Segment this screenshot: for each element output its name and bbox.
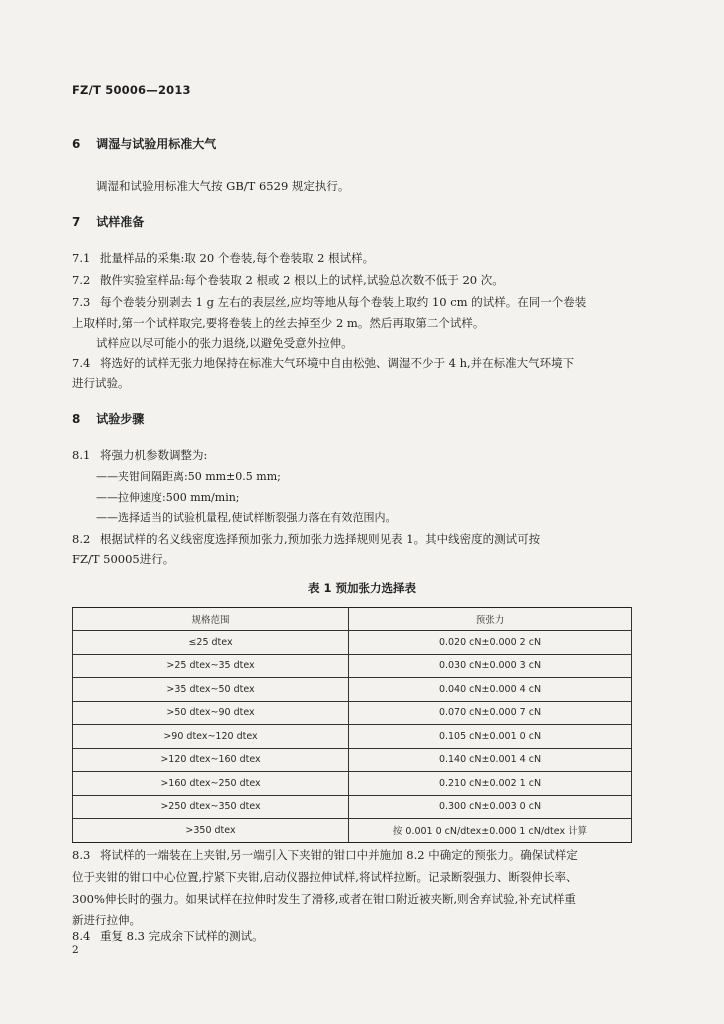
table-row xyxy=(73,631,632,655)
clause-number: 8.4 xyxy=(72,929,91,943)
clause-7-3-continued: 上取样时,第一个试样取完,要将卷装上的丝去掉至少 2 m。然后再取第二个试样。 xyxy=(72,316,485,330)
clause-8-3 xyxy=(72,844,578,866)
clause-text-line1: 根据试样的名义线密度选择预加张力,预加张力选择规则见表 1。其中线密度的测试可按 xyxy=(100,532,541,546)
section-6-heading xyxy=(72,135,216,152)
dash-item-clamp-distance: ——夹钳间隔距离:50 mm±0.5 mm; xyxy=(96,470,281,483)
clause-text: 散件实验室样品:每个卷装取 2 根或 2 根以上的试样,试验总次数不低于 20 次。 xyxy=(100,273,504,287)
section-title: 试样准备 xyxy=(96,215,145,229)
clause-text: 重复 8.3 完成余下试样的测试。 xyxy=(100,929,264,943)
clause-number: 7.4 xyxy=(72,356,91,370)
cell-pretension: 0.210 cN±0.002 1 cN xyxy=(349,772,632,796)
clause-number: 7.1 xyxy=(72,251,91,265)
cell-spec-range: >120 dtex~160 dtex xyxy=(73,748,349,772)
clause-number: 8.3 xyxy=(72,848,91,862)
cell-pretension: 0.070 cN±0.000 7 cN xyxy=(349,701,632,725)
section-title: 试验步骤 xyxy=(96,412,145,426)
table-row xyxy=(73,725,632,749)
dash-item-range: ——选择适当的试验机量程,使试样断裂强力落在有效范围内。 xyxy=(96,511,397,524)
section-number: 7 xyxy=(72,215,81,229)
clause-8-2-continued: FZ/T 50005进行。 xyxy=(72,552,175,566)
clause-7-3 xyxy=(72,291,586,313)
clause-8-2 xyxy=(72,528,540,550)
clause-7-4-continued: 进行试验。 xyxy=(72,376,130,390)
table-row xyxy=(73,654,632,678)
clause-number: 8.2 xyxy=(72,532,91,546)
table-row xyxy=(73,701,632,725)
section-6-paragraph: 调湿和试验用标准大气按 GB/T 6529 规定执行。 xyxy=(96,179,350,193)
clause-8-1 xyxy=(72,444,207,466)
cell-pretension: 0.105 cN±0.001 0 cN xyxy=(349,725,632,749)
cell-pretension: 0.040 cN±0.000 4 cN xyxy=(349,678,632,702)
cell-spec-range: >90 dtex~120 dtex xyxy=(73,725,349,749)
clause-text: 批量样品的采集:取 20 个卷装,每个卷装取 2 根试样。 xyxy=(100,251,375,265)
clause-text-line1: 每个卷装分别剥去 1 g 左右的表层丝,应均等地从每个卷装上取约 10 cm 的试样。在同一个卷装 xyxy=(100,295,587,309)
cell-pretension: 0.020 cN±0.000 2 cN xyxy=(349,631,632,655)
cell-pretension: 0.030 cN±0.000 3 cN xyxy=(349,654,632,678)
clause-7-3-note: 试样应以尽可能小的张力退绕,以避免受意外拉伸。 xyxy=(96,336,353,350)
clause-7-4 xyxy=(72,352,574,374)
section-number: 8 xyxy=(72,412,81,426)
table-row xyxy=(73,819,632,843)
page-number: 2 xyxy=(72,944,79,956)
clause-7-1 xyxy=(72,247,374,269)
clause-8-3-line4: 新进行拉伸。 xyxy=(72,913,141,927)
cell-spec-range: >350 dtex xyxy=(73,819,349,843)
cell-spec-range: >160 dtex~250 dtex xyxy=(73,772,349,796)
document-code-header: FZ/T 50006—2013 xyxy=(72,83,191,97)
cell-spec-range: >250 dtex~350 dtex xyxy=(73,795,349,819)
clause-8-3-line2: 位于夹钳的钳口中心位置,拧紧下夹钳,启动仪器拉伸试样,将试样拉断。记录断裂强力、断裂伸长率、 xyxy=(72,870,578,884)
cell-spec-range: >25 dtex~35 dtex xyxy=(73,654,349,678)
clause-number: 7.2 xyxy=(72,273,91,287)
cell-pretension: 0.300 cN±0.003 0 cN xyxy=(349,795,632,819)
cell-spec-range: >35 dtex~50 dtex xyxy=(73,678,349,702)
clause-8-4 xyxy=(72,925,264,947)
cell-pretension: 按 0.001 0 cN/dtex±0.000 1 cN/dtex 计算 xyxy=(349,819,632,843)
header-pretension: 预张力 xyxy=(349,608,632,631)
table-row xyxy=(73,795,632,819)
clause-text-line1: 将试样的一端装在上夹钳,另一端引入下夹钳的钳口中并施加 8.2 中确定的预张力。确保试样定 xyxy=(100,848,578,862)
table-row xyxy=(73,748,632,772)
clause-number: 8.1 xyxy=(72,448,91,462)
table-row xyxy=(73,772,632,796)
section-title: 调湿与试验用标准大气 xyxy=(96,137,217,151)
clause-7-2 xyxy=(72,269,504,291)
header-spec-range: 规格范围 xyxy=(73,608,349,631)
clause-text: 将强力机参数调整为: xyxy=(100,448,208,462)
clause-text-line1: 将选好的试样无张力地保持在标准大气环境中自由松弛、调湿不少于 4 h,并在标准大气环境下 xyxy=(100,356,575,370)
table-header-row xyxy=(73,608,632,631)
dash-item-speed: ——拉伸速度:500 mm/min; xyxy=(96,491,240,504)
section-7-heading xyxy=(72,213,144,230)
clause-8-3-line3: 300%伸长时的强力。如果试样在拉伸时发生了滑移,或者在钳口附近被夹断,则舍弃试验,补充试样重 xyxy=(72,892,576,906)
section-number: 6 xyxy=(72,137,81,151)
cell-pretension: 0.140 cN±0.001 4 cN xyxy=(349,748,632,772)
table-row xyxy=(73,678,632,702)
cell-spec-range: >50 dtex~90 dtex xyxy=(73,701,349,725)
clause-number: 7.3 xyxy=(72,295,91,309)
section-8-heading xyxy=(72,410,144,427)
cell-spec-range: ≤25 dtex xyxy=(73,631,349,655)
table-1-caption: 表 1 预加张力选择表 xyxy=(307,581,416,595)
pretension-table xyxy=(72,607,632,843)
